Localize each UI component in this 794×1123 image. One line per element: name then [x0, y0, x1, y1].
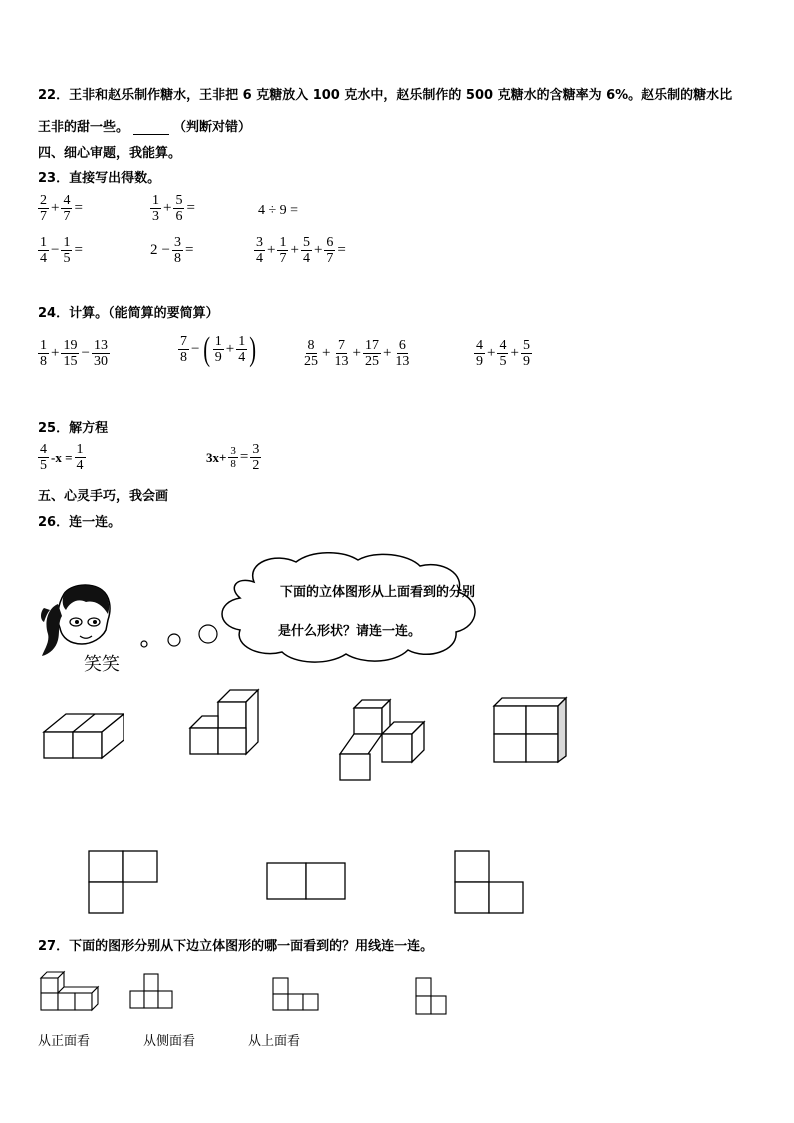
- view-label-top: 从上面看: [248, 1034, 301, 1049]
- q23-expr-5: 2 − $\frac{3}{8}$ =: [150, 235, 194, 266]
- solid-figure-3[interactable]: [336, 694, 428, 782]
- top-view-shape-2[interactable]: [264, 860, 348, 902]
- q27-title: 27．下面的图形分别从下边立体图形的哪一面看到的？用线连一连。: [38, 939, 434, 954]
- q22-line2: [38, 116, 251, 135]
- q24-expr-1: $\frac{1}{8}$ + $\frac{19}{15}$ − $\frac{13}{30}$: [40, 338, 108, 369]
- thought-cloud: [136, 552, 496, 668]
- q27-solid-figure[interactable]: [38, 968, 102, 1014]
- q27-view-a[interactable]: [128, 970, 178, 1012]
- view-label-front: 从正面看: [38, 1034, 91, 1049]
- q22-line2-post: （判断对错）: [173, 120, 252, 135]
- q25-equation-1: $\frac{4}{5}$ -x = $\frac{1}{4}$: [40, 442, 84, 473]
- solid-figure-1[interactable]: [40, 700, 124, 762]
- answer-blank[interactable]: [133, 122, 169, 135]
- q24-title: 24．计算。（能简算的要简算）: [38, 306, 219, 321]
- q25-title: 25．解方程: [38, 421, 109, 436]
- q26-title: 26．连一连。: [38, 515, 122, 530]
- solid-figure-4[interactable]: [490, 694, 570, 766]
- girl-name-label: 笑笑: [84, 654, 120, 675]
- top-view-shape-3[interactable]: [452, 848, 526, 916]
- cloud-text-line1: 下面的立体图形从上面看到的分别: [280, 585, 476, 600]
- q22-line1: 22．王非和赵乐制作糖水，王非把 6 克糖放入 100 克水中，赵乐制作的 500 克糖水的含糖率为 6%。赵乐制的糖水比: [38, 88, 733, 103]
- top-view-shape-1[interactable]: [86, 848, 160, 916]
- solid-figure-2[interactable]: [186, 684, 266, 760]
- q23-expr-4: $\frac{1}{4}$ − $\frac{1}{5}$ =: [40, 235, 83, 266]
- cloud-text-line2: 是什么形状？请连一连。: [278, 624, 422, 639]
- q22-line2-pre: 王非的甜一些。: [38, 120, 130, 135]
- q23-expr-6: $\frac{3}{4}$ + $\frac{1}{7}$ + $\frac{5}{4}$ + $\frac{6}{7}$ =: [256, 235, 346, 266]
- view-label-side: 从侧面看: [143, 1034, 196, 1049]
- section4-heading: 四、细心审题，我能算。: [38, 146, 182, 161]
- q23-title: 23．直接写出得数。: [38, 171, 161, 186]
- section5-heading: 五、心灵手巧，我会画: [38, 489, 169, 504]
- q27-view-b[interactable]: [270, 974, 322, 1014]
- q24-expr-2: $\frac{7}{8}$ − ( $\frac{1}{9}$ + $\frac{1}{4}$ ): [180, 330, 257, 368]
- q24-expr-3: $\frac{8}{25}$ + $\frac{7}{13}$ + $\frac{17}{25}$ + $\frac{6}{13}$: [304, 338, 410, 369]
- q23-expr-2: $\frac{1}{3}$ + $\frac{5}{6}$ =: [152, 193, 195, 224]
- q23-expr-1: $\frac{2}{7}$ + $\frac{4}{7}$ =: [40, 193, 83, 224]
- q24-expr-4: $\frac{4}{9}$ + $\frac{4}{5}$ + $\frac{5}{9}$: [476, 338, 530, 369]
- q25-equation-2: 3x+ $\frac{3}{8}$ = $\frac{3}{2}$: [206, 442, 260, 473]
- q23-expr-3: 4 ÷ 9 =: [258, 203, 299, 218]
- q27-view-c[interactable]: [412, 974, 450, 1018]
